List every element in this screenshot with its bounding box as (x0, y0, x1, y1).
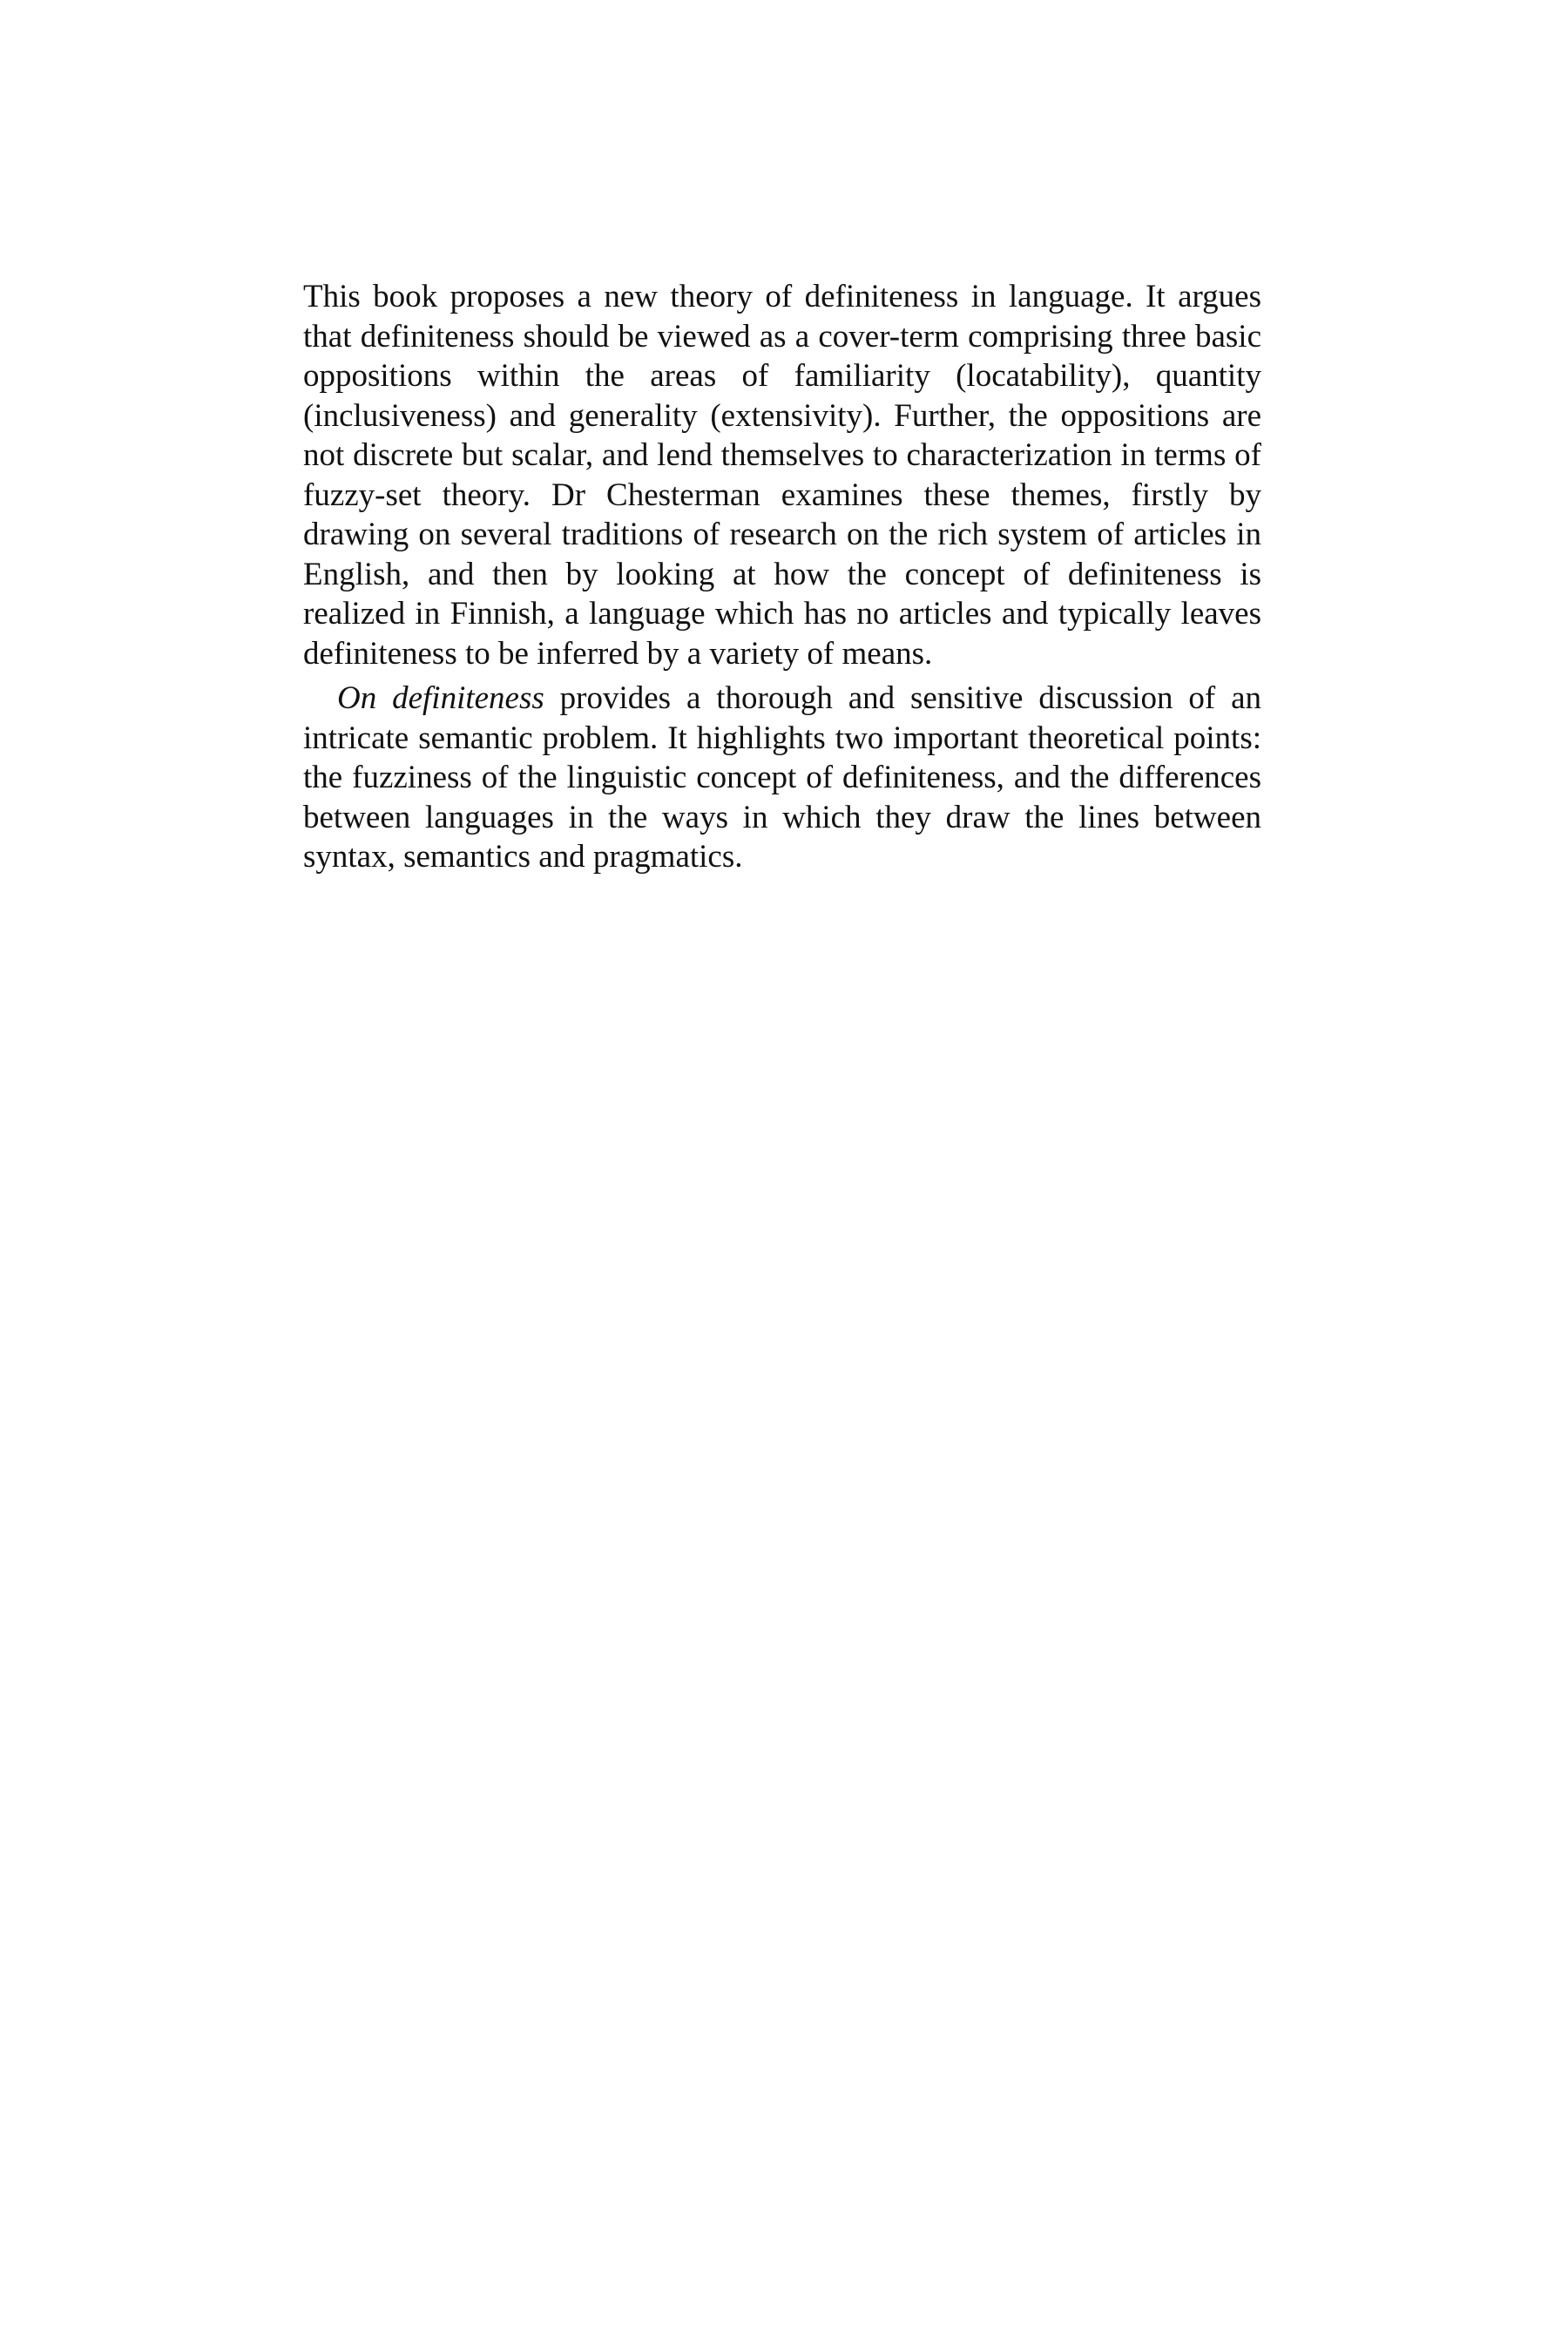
blurb-paragraph-2 (303, 679, 1261, 877)
book-title-italic: On definiteness (337, 680, 544, 716)
blurb-text (303, 277, 1261, 877)
blurb-paragraph-2-text: provides a thorough and sensitive discussion of an intricate semantic problem. It highlights two important theoretical points: the fuzziness of the linguistic concept of definiteness, and the differences between languages in the ways in which they draw the lines between syntax, semantics and pragmatics. (303, 680, 1261, 875)
blurb-paragraph-1: This book proposes a new theory of definiteness in language. It argues that definiteness should be viewed as a cover-term comprising three basic oppositions within the areas of familiarity (locatability), quantity (inclusiveness) and generality (extensivity). Further, the oppositions are not discrete but scalar, and lend themselves to characterization in terms of fuzzy-set theory. Dr Chesterman examines these themes, firstly by drawing on several traditions of research on the rich system of articles in English, and then by looking at how the concept of definiteness is realized in Finnish, a language which has no articles and typically leaves definiteness to be inferred by a variety of means. (303, 279, 1261, 672)
